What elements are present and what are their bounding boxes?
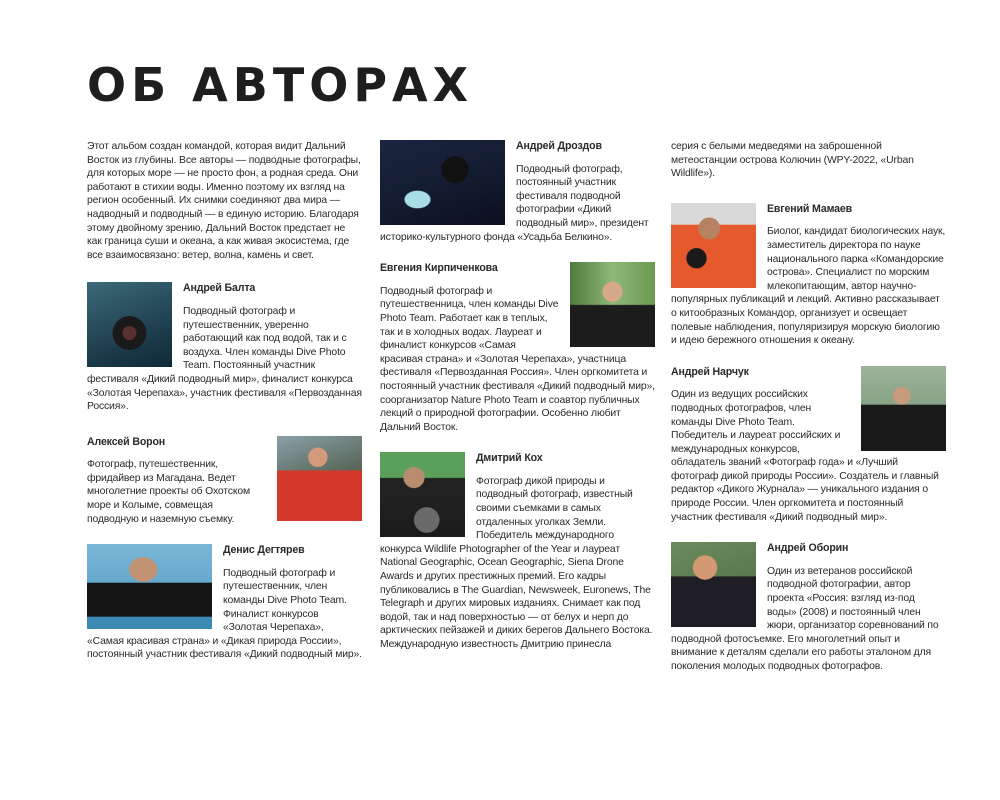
author-card-degtyarev <box>87 544 362 662</box>
author-bio: Фотограф, путешественник, фридайвер из Магадана. Ведет многолетние проекты об Охотском море и Колыме, совмещая подводную и наземную съемку. <box>87 459 250 525</box>
author-photo <box>861 366 946 451</box>
author-bio: Подводный фотограф и путешественник, член команды Dive Photo Team. Финалист конкурсов «Золотая Черепаха», «Самая красивая страна» и «Дикая природа России», постоянный участник фестиваля «Дикий подводный мир». <box>87 567 362 661</box>
author-card-mamaev <box>671 203 946 348</box>
author-bio: Подводный фотограф и путешественница, член команды Dive Photo Team. Работает как в теплых, так и в холодных водах. Лауреат и финалист конкурсов «Самая красивая страна» и «Золотая Черепаха», участница фестиваля «Первозданная Россия». Член оргкомитета и постоянный участник фестиваля «Дикий подводный мир», соорганизатор Nature Photo Team и соавтор публичных лекций о природной фотографии. Особенно любит Дальний Восток. <box>380 285 655 433</box>
author-card-balta <box>87 282 362 413</box>
author-card-kokh <box>380 452 655 651</box>
author-photo <box>87 282 172 367</box>
author-card-drozdov <box>380 140 655 244</box>
author-name: Андрей Балта <box>183 282 256 295</box>
author-bio: Подводный фотограф, постоянный участник фестиваля подводной фотографии «Дикий подводный мир», президент историко-культурного фонда «Усадьба Белкино». <box>380 163 649 243</box>
column-3 <box>671 140 946 692</box>
author-name: Андрей Дроздов <box>516 140 602 152</box>
author-photo <box>671 203 756 288</box>
author-bio: Подводный фотограф и путешественник, уверенно работающий как под водой, так и с воздуха. Член команды Dive Photo Team. Постоянный участник фестиваля «Дикий подводный мир», финалист конкурса «Золотая Черепаха», участник фестиваля «Первозданная Россия». <box>87 305 362 413</box>
author-photo <box>380 140 505 225</box>
author-name: Алексей Ворон <box>87 435 166 448</box>
author-photo <box>380 452 465 537</box>
author-card-kirpichenkova <box>380 262 655 434</box>
author-photo <box>87 544 212 629</box>
column-1 <box>87 140 362 680</box>
author-bio-continued: серия с белыми медведями на заброшенной метеостанции острова Колючин (WPY-2022, «Urban Wildlife»). <box>671 141 914 180</box>
author-photo <box>570 262 655 347</box>
author-name: Евгения Кирпиченкова <box>380 262 498 275</box>
author-card-voron <box>87 436 362 527</box>
intro-text: Этот альбом создан командой, которая видит Дальний Восток из глубины. Все авторы — подводные фотографы, для которых море — не просто фон, а родная среда. Они работают в стихии воды. Именно поэтому их взгляд на регион особенный. Их снимки соединяют два мира — надводный и подводный — в единую историю. Благодаря этому двойному зрению, Дальний Восток предстает не как граница суши и океана, а как живая экосистема, где все взаимосвязано: ветер, волна, камень и свет. <box>87 141 361 261</box>
author-bio: Один из ветеранов российской подводной фотографии, автор проекта «Россия: взгляд из-под воды» (2008) и постоянный член жюри, организатор соревнований по подводной фотосъемке. Его многолетний опыт и внимание к деталям сделали его работы эталоном для поколения молодых подводных фотографов. <box>671 565 939 672</box>
author-name: Андрей Оборин <box>767 542 849 555</box>
author-photo <box>277 436 362 521</box>
author-bio: Биолог, кандидат биологических наук, заместитель директора по науке национального парка «Командорские острова». Специалист по морским млекопитающим, автор научно-популярных публикаций и лекций. Активно рассказывает о китообразных Командор, организует и освещает полевые наблюдения, популяризируя морскую биологию и идею бережного отношения к океану. <box>671 226 946 347</box>
author-name: Денис Дегтярев <box>223 544 305 557</box>
author-card-narchuk <box>671 366 946 525</box>
author-bio: Фотограф дикой природы и подводный фотограф, известный своими съемками в самых отдаленных уголках Земли. Победитель международного конкурса Wildlife Photographer of the Year и лауреат National Geographic, Ocean Geographic, Siena Drone Awards и других престижных премий. Его кадры публиковались в The Guardian, Newsweek, Euronews, The Telegraph и других мировых изданиях. Снимает как под водой, так и над поверхностью — от белух и нерп до арктических пейзажей и диких берегов Дальнего Востока. Международную известность Дмитрию принесла <box>380 475 653 650</box>
author-bio: Один из ведущих российских подводных фотографов, член команды Dive Photo Team. Победитель и лауреат российских и международных конкурсов, обладатель званий «Фотограф года» и «Лучший фотограф дикой природы России». Создатель и главный редактор «Дикого Журнала» — уникального издания о природе России. Член оргкомитета и постоянный участник фестиваля «Дикий подводный мир». <box>671 389 939 523</box>
column-2 <box>380 140 655 670</box>
author-name: Андрей Нарчук <box>671 365 749 378</box>
author-name: Дмитрий Кох <box>476 452 543 465</box>
author-card-oborin <box>671 542 946 673</box>
page-title: ОБ АВТОРАХ <box>87 58 474 112</box>
author-photo <box>671 542 756 627</box>
author-name: Евгений Мамаев <box>767 202 852 215</box>
